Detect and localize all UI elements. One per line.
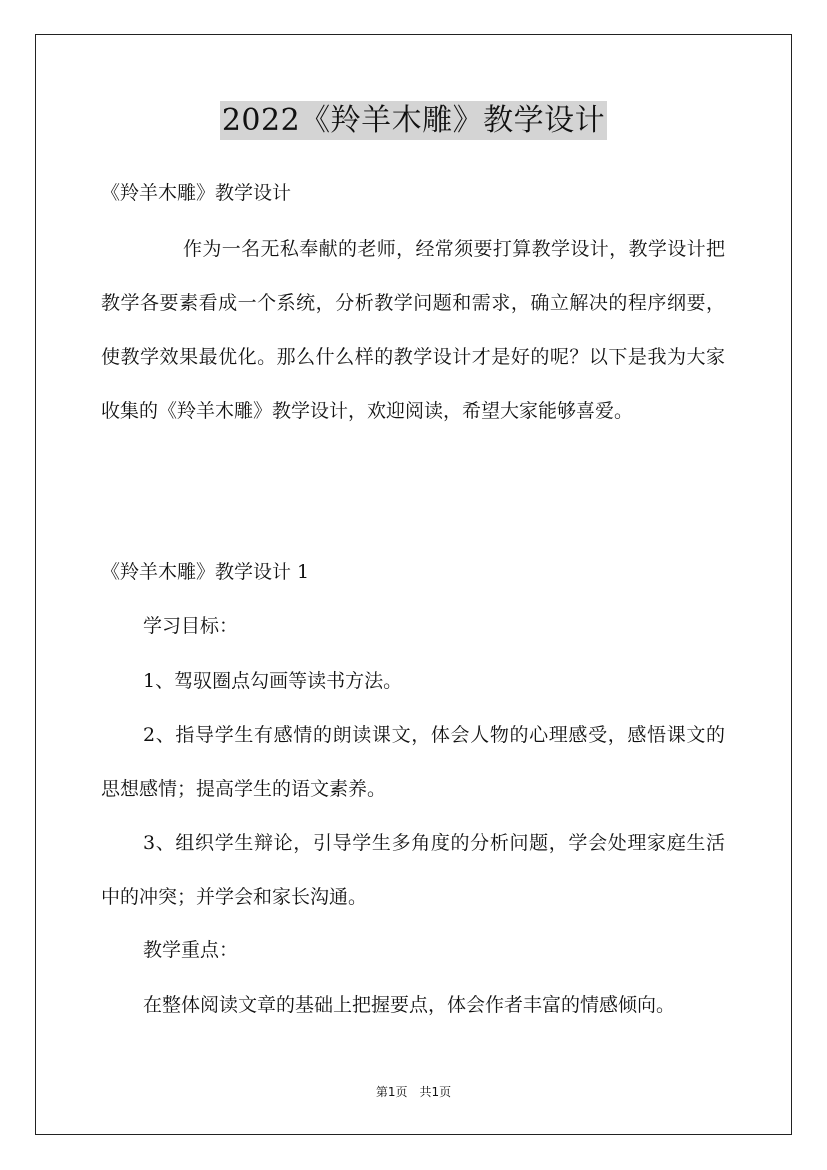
objective-item-1: 1、驾驭圈点勾画等读书方法。 [143,670,403,692]
page-number: 第1页 共1页 [375,1085,452,1099]
section-heading: 《羚羊木雕》教学设计 1 [101,561,310,583]
key-points-text: 在整体阅读文章的基础上把握要点，体会作者丰富的情感倾向。 [143,994,676,1016]
document-title [0,101,827,140]
intro-paragraph: 作为一名无私奉献的老师，经常须要打算教学设计，教学设计把教学各要素看成一个系统，分析教学问题和需求，确立解决的程序纲要，使教学效果最优化。那么什么样的教学设计才是好的呢？以下是我为大家收集的《羚羊木雕》教学设计，欢迎阅读，希望大家能够喜爱。 [101,238,725,422]
objective-item-3: 3、组织学生辩论，引导学生多角度的分析问题，学会处理家庭生活中的冲突；并学会和家长沟通。 [101,832,725,908]
document-title-text: 2022《羚羊木雕》教学设计 [221,103,606,138]
objective-item-2: 2、指导学生有感情的朗读课文，体会人物的心理感受，感悟课文的思想感情；提高学生的语文素养。 [101,724,725,800]
document-subtitle: 《羚羊木雕》教学设计 [101,182,292,204]
objectives-label: 学习目标： [143,615,239,637]
key-points-label: 教学重点： [143,939,239,961]
page-footer [0,1083,827,1100]
